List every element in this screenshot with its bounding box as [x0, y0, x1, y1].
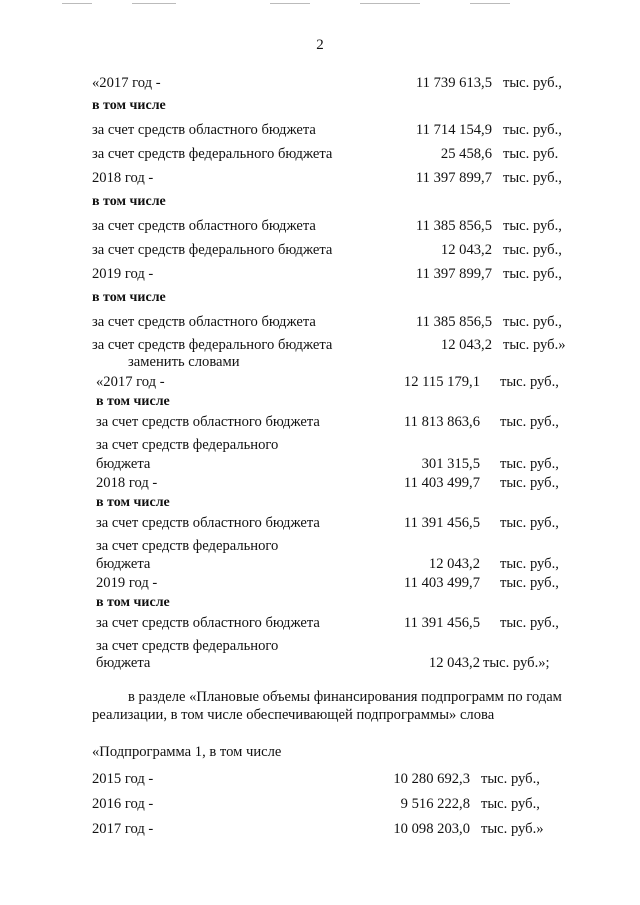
federal-budget-value: 12 043,2 — [440, 242, 492, 258]
regional-budget-value: 11 391 456,5 — [403, 515, 480, 531]
scan-mark — [62, 3, 92, 4]
regional-budget-label: за счет средств областного бюджета — [92, 122, 316, 138]
regional-budget-label: за счет средств областного бюджета — [96, 615, 320, 631]
federal-budget-value: 301 315,5 — [421, 456, 480, 472]
year-2016-label: 2016 год - — [92, 796, 154, 812]
unit: тыс. руб., — [503, 122, 562, 138]
year-2018-label: 2018 год - — [92, 170, 154, 186]
unit: тыс. руб., — [500, 556, 559, 572]
year-2019-label: 2019 год - — [92, 266, 154, 282]
including-label: в том числе — [96, 595, 170, 610]
unit: тыс. руб., — [500, 575, 559, 591]
unit: тыс. руб., — [481, 771, 540, 787]
federal-budget-label-line1: за счет средств федерального — [96, 638, 279, 654]
federal-budget-label: за счет средств федерального бюджета — [92, 146, 333, 162]
federal-budget-value: 12 043,2 — [428, 556, 480, 572]
federal-budget-label: за счет средств федерального бюджета — [92, 242, 333, 258]
regional-budget-label: за счет средств областного бюджета — [96, 515, 320, 531]
unit: тыс. руб. — [503, 146, 559, 162]
year-2017-value: 10 098 203,0 — [393, 821, 470, 837]
unit: тыс. руб., — [500, 374, 559, 390]
unit: тыс. руб., — [503, 314, 562, 330]
section-note-line2: реализации, в том числе обеспечивающей подпрограммы» слова — [92, 707, 495, 723]
scan-mark — [470, 3, 510, 4]
unit: тыс. руб., — [500, 475, 559, 491]
scan-mark — [270, 3, 310, 4]
federal-budget-value: 25 458,6 — [440, 146, 492, 162]
subprogram-title: «Подпрограмма 1, в том числе — [92, 744, 282, 760]
including-label: в том числе — [96, 495, 170, 510]
unit: тыс. руб., — [503, 242, 562, 258]
section-note-line1: в разделе «Плановые объемы финансирования подпрограмм по годам — [128, 689, 562, 705]
regional-budget-value: 11 385 856,5 — [415, 218, 492, 234]
unit: тыс. руб., — [503, 266, 562, 282]
unit: тыс. руб., — [503, 75, 562, 91]
regional-budget-label: за счет средств областного бюджета — [92, 314, 316, 330]
year-2018-total: 11 397 899,7 — [415, 170, 492, 186]
regional-budget-value: 11 813 863,6 — [403, 414, 480, 430]
including-label: в том числе — [96, 394, 170, 409]
unit: тыс. руб., — [500, 456, 559, 472]
federal-budget-value: 12 043,2 — [440, 337, 492, 353]
regional-budget-value: 11 391 456,5 — [403, 615, 480, 631]
scan-mark — [132, 3, 176, 4]
federal-budget-label-line2: бюджета — [96, 556, 151, 572]
federal-budget-label-line1: за счет средств федерального — [96, 437, 279, 453]
year-2017-label: «2017 год - — [96, 374, 165, 390]
federal-budget-label-line2: бюджета — [96, 456, 151, 472]
including-label: в том числе — [92, 98, 166, 113]
unit: тыс. руб., — [503, 170, 562, 186]
unit: тыс. руб., — [481, 796, 540, 812]
year-2019-total: 11 403 499,7 — [403, 575, 480, 591]
top-scan-marks — [0, 0, 640, 10]
year-2017-label: «2017 год - — [92, 75, 161, 91]
unit: тыс. руб., — [500, 414, 559, 430]
unit: тыс. руб., — [503, 218, 562, 234]
federal-budget-value: 12 043,2 — [428, 655, 480, 671]
including-label: в том числе — [92, 290, 166, 305]
year-2019-label: 2019 год - — [96, 575, 158, 591]
unit: тыс. руб.» — [503, 337, 566, 353]
page-number: 2 — [316, 37, 324, 53]
year-2015-value: 10 280 692,3 — [393, 771, 470, 787]
federal-budget-label-line2: бюджета — [96, 655, 151, 671]
year-2016-value: 9 516 222,8 — [400, 796, 470, 812]
regional-budget-value: 11 714 154,9 — [415, 122, 492, 138]
unit: тыс. руб., — [500, 515, 559, 531]
year-2018-label: 2018 год - — [96, 475, 158, 491]
federal-budget-label-line1: за счет средств федерального — [96, 538, 279, 554]
including-label: в том числе — [92, 194, 166, 209]
unit: тыс. руб., — [500, 615, 559, 631]
regional-budget-value: 11 385 856,5 — [415, 314, 492, 330]
year-2019-total: 11 397 899,7 — [415, 266, 492, 282]
unit: тыс. руб.» — [481, 821, 544, 837]
regional-budget-label: за счет средств областного бюджета — [92, 218, 316, 234]
year-2015-label: 2015 год - — [92, 771, 154, 787]
federal-budget-label: за счет средств федерального бюджета — [92, 337, 333, 353]
year-2018-total: 11 403 499,7 — [403, 475, 480, 491]
year-2017-label: 2017 год - — [92, 821, 154, 837]
year-2017-total: 11 739 613,5 — [415, 75, 492, 91]
scan-mark — [360, 3, 420, 4]
regional-budget-label: за счет средств областного бюджета — [96, 414, 320, 430]
year-2017-total: 12 115 179,1 — [403, 374, 480, 390]
unit: тыс. руб.»; — [483, 655, 550, 671]
replace-with-words: заменить словами — [128, 354, 240, 370]
